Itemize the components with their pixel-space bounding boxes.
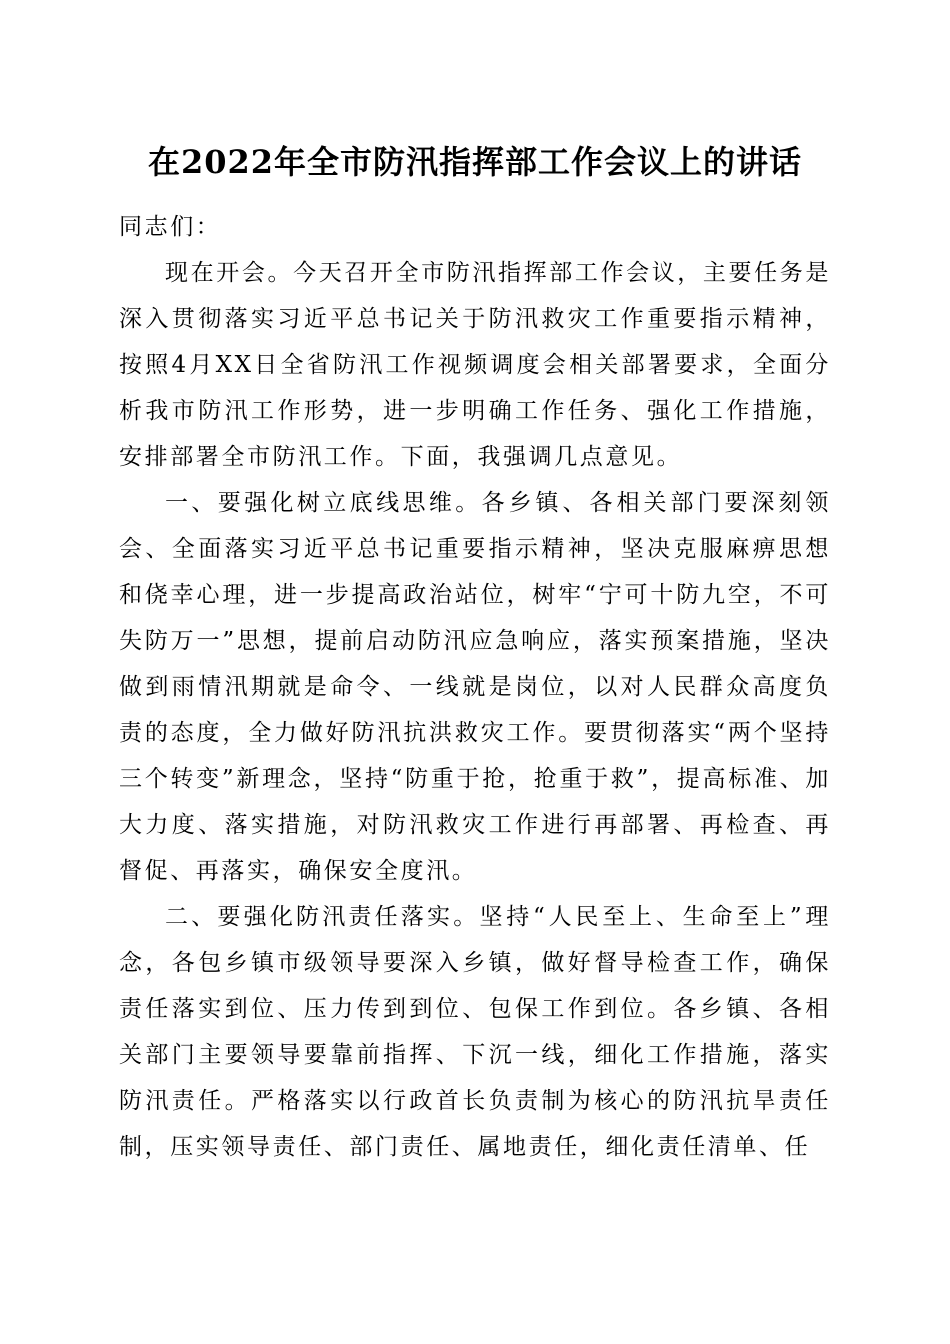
document-title: 在2022年全市防汛指挥部工作会议上的讲话 [147,143,803,181]
intro-paragraph: 现在开会。今天召开全市防汛指挥部工作会议，主要任务是深入贯彻落实习近平总书记关于防汛救灾工作重要指示精神，按照4月XX日全省防汛工作视频调度会相关部署要求，全面分析我市防汛工作形势，进一步明确工作任务、强化工作措施，安排部署全市防汛工作。下面，我强调几点意见。 [119,260,831,470]
section-heading-1: 一、要强化树立底线思维。 [165,490,482,516]
salutation: 同志们： [119,214,222,240]
document-body [119,204,831,1170]
section-paragraph-1 [119,480,831,894]
section-heading-2: 二、要强化防汛责任落实。 [165,904,480,930]
section-paragraph-2 [119,894,831,1170]
section-body-1: 各乡镇、各相关部门要深刻领会、全面落实习近平总书记重要指示精神，坚决克服麻痹思想和侥幸心理，进一步提高政治站位，树牢“宁可十防九空，不可失防万一”思想，提前启动防汛应急响应，落实预案措施，坚决做到雨情汛期就是命令、一线就是岗位，以对人民群众高度负责的态度，全力做好防汛抗洪救灾工作。要贯彻落实“两个坚持三个转变”新理念，坚持“防重于抢，抢重于救”，提高标准、加大力度、落实措施，对防汛救灾工作进行再部署、再检查、再督促、再落实，确保安全度汛。 [119,490,831,884]
section-body-2: 坚持“人民至上、生命至上”理念，各包乡镇市级领导要深入乡镇，做好督导检查工作，确保责任落实到位、压力传到到位、包保工作到位。各乡镇、各相关部门主要领导要靠前指挥、下沉一线，细化工作措施，落实防汛责任。严格落实以行政首长负责制为核心的防汛抗旱责任制，压实领导责任、部门责任、属地责任，细化责任清单、任 [119,904,831,1160]
